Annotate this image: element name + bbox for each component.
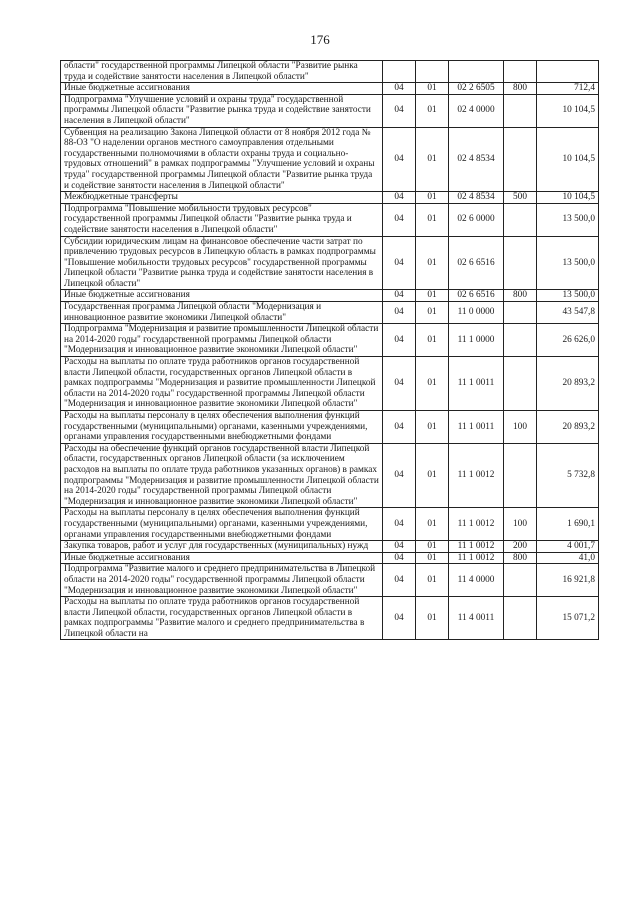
row-target-code: 02 4 0000	[449, 94, 504, 127]
table-row	[61, 61, 599, 83]
row-sum: 4 001,7	[537, 541, 599, 553]
row-sum: 5 732,8	[537, 443, 599, 508]
table-row	[61, 552, 599, 564]
row-target-code: 11 1 0000	[449, 324, 504, 357]
row-target-code: 11 4 0000	[449, 564, 504, 597]
table-row	[61, 236, 599, 290]
row-subsection: 01	[416, 302, 449, 324]
row-name: Расходы на обеспечение функций органов государственной власти Липецкой области, государственных органов Липецкой области (за исключением расходов на выплаты по оплате труда работников указанных органов) в рамках подпрограммы "Модернизация и развитие промышленности Липецкой области на 2014-2020 годы" государственной программы Липецкой области "Модернизация и инновационное развитие экономики Липецкой области"	[61, 443, 383, 508]
row-expense-type: 500	[504, 192, 537, 204]
row-section: 04	[383, 541, 416, 553]
row-expense-type	[504, 564, 537, 597]
row-target-code: 02 6 6516	[449, 236, 504, 290]
row-expense-type	[504, 302, 537, 324]
table-row	[61, 443, 599, 508]
row-subsection: 01	[416, 127, 449, 192]
row-name: Субсидии юридическим лицам на финансовое обеспечение части затрат по привлечению трудовых ресурсов в Липецкую область в рамках подпрограммы "Повышение мобильности трудовых ресурсов" государственной программы Липецкой области "Развитие рынка труда и содействие занятости населения в Липецкой области"	[61, 236, 383, 290]
row-sum: 41,0	[537, 552, 599, 564]
row-subsection: 01	[416, 83, 449, 95]
row-name: Закупка товаров, работ и услуг для государственных (муниципальных) нужд	[61, 541, 383, 553]
row-sum: 20 893,2	[537, 357, 599, 411]
row-section: 04	[383, 357, 416, 411]
row-target-code: 11 1 0012	[449, 541, 504, 553]
table-row	[61, 290, 599, 302]
row-expense-type: 100	[504, 508, 537, 541]
table-row	[61, 127, 599, 192]
row-name: Расходы на выплаты по оплате труда работников органов государственной власти Липецкой области, государственных органов Липецкой области в рамках подпрограммы "Модернизация и развитие промышленности Липецкой области на 2014-2020 годы" государственной программы Липецкой области "Модернизация и инновационное развитие экономики Липецкой области"	[61, 357, 383, 411]
row-subsection: 01	[416, 564, 449, 597]
row-name: Субвенция на реализацию Закона Липецкой области от 8 ноября 2012 года № 88-ОЗ "О наделении органов местного самоуправления отдельными государственными полномочиями в области охраны труда и социально-трудовых отношений" в рамках подпрограммы "Улучшение условий и охраны труда" государственной программы Липецкой области "Развитие рынка труда и содействие занятости населения в Липецкой области"	[61, 127, 383, 192]
budget-table	[60, 60, 599, 640]
row-expense-type	[504, 127, 537, 192]
row-section: 04	[383, 94, 416, 127]
row-section: 04	[383, 290, 416, 302]
row-expense-type	[504, 597, 537, 640]
row-subsection	[416, 61, 449, 83]
table-row	[61, 508, 599, 541]
row-name: Подпрограмма "Повышение мобильности трудовых ресурсов" государственной программы Липецкой области "Развитие рынка труда и содействие занятости населения в Липецкой области"	[61, 203, 383, 236]
row-expense-type: 800	[504, 552, 537, 564]
row-section: 04	[383, 411, 416, 444]
row-target-code: 02 4 8534	[449, 192, 504, 204]
table-row	[61, 564, 599, 597]
row-section: 04	[383, 192, 416, 204]
row-section: 04	[383, 552, 416, 564]
row-target-code: 11 4 0011	[449, 597, 504, 640]
table-row	[61, 83, 599, 95]
row-expense-type	[504, 94, 537, 127]
row-expense-type: 200	[504, 541, 537, 553]
row-target-code: 02 4 8534	[449, 127, 504, 192]
row-section: 04	[383, 203, 416, 236]
row-section: 04	[383, 127, 416, 192]
row-sum: 26 626,0	[537, 324, 599, 357]
row-expense-type	[504, 236, 537, 290]
row-target-code: 02 6 6516	[449, 290, 504, 302]
row-expense-type	[504, 443, 537, 508]
row-section	[383, 61, 416, 83]
row-subsection: 01	[416, 324, 449, 357]
row-name: Расходы на выплаты персоналу в целях обеспечения выполнения функций государственными (муниципальными) органами, казенными учреждениями, органами управления государственными внебюджетными фондами	[61, 411, 383, 444]
budget-table-body	[61, 61, 599, 640]
row-sum: 13 500,0	[537, 203, 599, 236]
row-sum: 13 500,0	[537, 236, 599, 290]
row-sum: 10 104,5	[537, 127, 599, 192]
row-sum: 10 104,5	[537, 192, 599, 204]
row-subsection: 01	[416, 443, 449, 508]
row-subsection: 01	[416, 357, 449, 411]
row-name: Иные бюджетные ассигнования	[61, 290, 383, 302]
row-name: Иные бюджетные ассигнования	[61, 552, 383, 564]
row-sum: 1 690,1	[537, 508, 599, 541]
row-sum: 16 921,8	[537, 564, 599, 597]
row-section: 04	[383, 443, 416, 508]
table-row	[61, 94, 599, 127]
table-row	[61, 541, 599, 553]
row-sum: 10 104,5	[537, 94, 599, 127]
row-target-code: 11 1 0012	[449, 443, 504, 508]
row-name: Подпрограмма "Развитие малого и среднего предпринимательства в Липецкой области на 2014-2020 годы" государственной программы Липецкой области "Модернизация и инновационное развитие экономики Липецкой области"	[61, 564, 383, 597]
row-subsection: 01	[416, 541, 449, 553]
table-row	[61, 192, 599, 204]
row-name: Подпрограмма "Модернизация и развитие промышленности Липецкой области на 2014-2020 годы" государственной программы Липецкой области "Модернизация и инновационное развитие экономики Липецкой области"	[61, 324, 383, 357]
row-expense-type: 100	[504, 411, 537, 444]
row-sum: 43 547,8	[537, 302, 599, 324]
row-target-code: 11 1 0012	[449, 552, 504, 564]
row-section: 04	[383, 508, 416, 541]
row-name: Иные бюджетные ассигнования	[61, 83, 383, 95]
row-section: 04	[383, 597, 416, 640]
row-subsection: 01	[416, 508, 449, 541]
row-name: Расходы на выплаты персоналу в целях обеспечения выполнения функций государственными (муниципальными) органами, казенными учреждениями, органами управления государственными внебюджетными фондами	[61, 508, 383, 541]
row-expense-type	[504, 357, 537, 411]
row-name: Расходы на выплаты по оплате труда работников органов государственной власти Липецкой области, государственных органов Липецкой области в рамках подпрограммы "Развитие малого и среднего предпринимательства в Липецкой области на	[61, 597, 383, 640]
table-row	[61, 324, 599, 357]
row-subsection: 01	[416, 192, 449, 204]
row-sum: 15 071,2	[537, 597, 599, 640]
row-sum: 20 893,2	[537, 411, 599, 444]
row-subsection: 01	[416, 290, 449, 302]
page-number: 176	[310, 32, 330, 47]
row-name: Подпрограмма "Улучшение условий и охраны труда" государственной программы Липецкой области "Развитие рынка труда и содействие занятости населения в Липецкой области"	[61, 94, 383, 127]
row-target-code: 11 0 0000	[449, 302, 504, 324]
row-subsection: 01	[416, 552, 449, 564]
row-expense-type	[504, 324, 537, 357]
row-section: 04	[383, 302, 416, 324]
row-section: 04	[383, 564, 416, 597]
row-sum: 13 500,0	[537, 290, 599, 302]
table-row	[61, 597, 599, 640]
row-subsection: 01	[416, 597, 449, 640]
row-sum: 712,4	[537, 83, 599, 95]
row-name: области" государственной программы Липецкой области "Развитие рынка труда и содействие занятости населения в Липецкой области"	[61, 61, 383, 83]
row-subsection: 01	[416, 411, 449, 444]
row-target-code: 02 2 6505	[449, 83, 504, 95]
row-expense-type: 800	[504, 290, 537, 302]
row-name: Межбюджетные трансферты	[61, 192, 383, 204]
row-expense-type: 800	[504, 83, 537, 95]
table-row	[61, 203, 599, 236]
row-expense-type	[504, 61, 537, 83]
row-target-code: 11 1 0012	[449, 508, 504, 541]
row-subsection: 01	[416, 203, 449, 236]
row-expense-type	[504, 203, 537, 236]
row-section: 04	[383, 236, 416, 290]
row-sum	[537, 61, 599, 83]
row-target-code	[449, 61, 504, 83]
row-section: 04	[383, 324, 416, 357]
table-row	[61, 302, 599, 324]
row-target-code: 11 1 0011	[449, 411, 504, 444]
table-row	[61, 411, 599, 444]
row-name: Государственная программа Липецкой области "Модернизация и инновационное развитие экономики Липецкой области"	[61, 302, 383, 324]
row-subsection: 01	[416, 94, 449, 127]
table-row	[61, 357, 599, 411]
row-target-code: 02 6 0000	[449, 203, 504, 236]
row-target-code: 11 1 0011	[449, 357, 504, 411]
row-subsection: 01	[416, 236, 449, 290]
row-section: 04	[383, 83, 416, 95]
